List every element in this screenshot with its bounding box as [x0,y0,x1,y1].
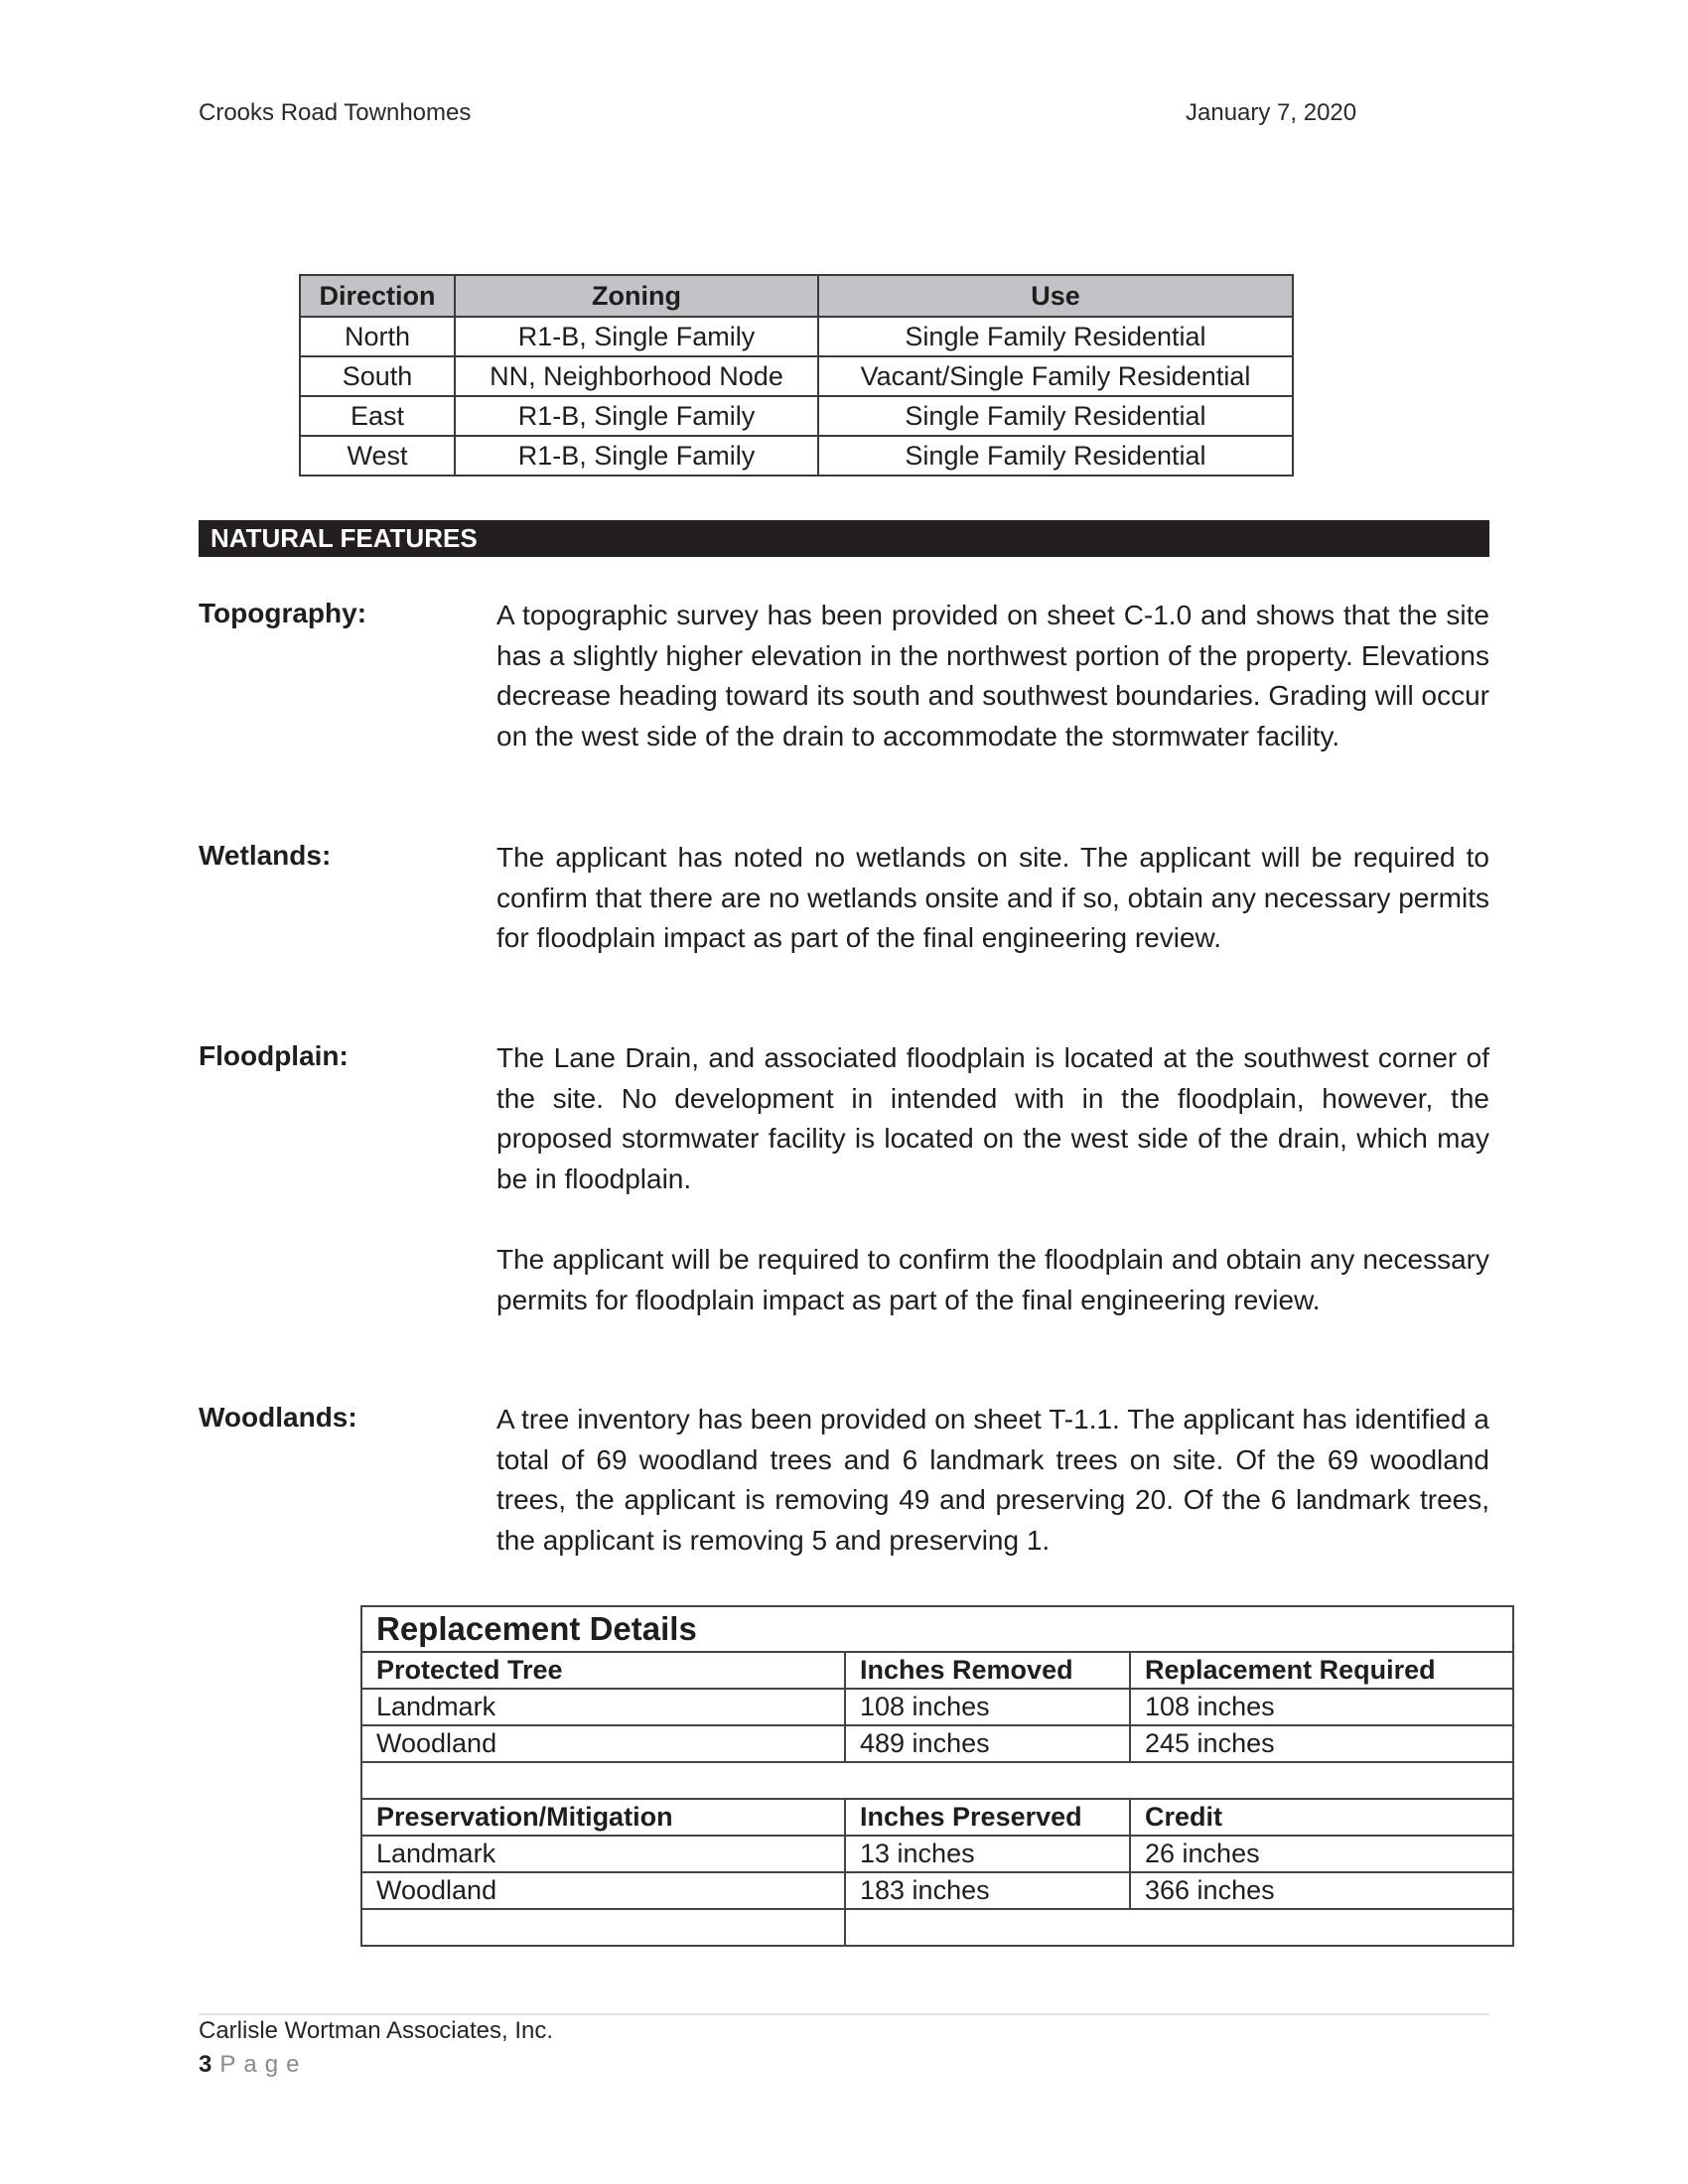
cell-credit: 366 inches [1130,1872,1513,1909]
column-header-replacement-required: Replacement Required [1130,1652,1513,1689]
cell-inches-preserved: 13 inches [845,1836,1130,1872]
header-date: January 7, 2020 [1186,99,1357,126]
table-title: Replacement Details [361,1606,1513,1652]
cell-tree-type: Landmark [361,1689,845,1725]
cell-inches-removed: 489 inches [845,1725,1130,1762]
column-header-use: Use [818,275,1293,317]
replacement-details-table [360,1605,1514,1947]
zoning-table-header-row [300,275,1293,317]
paragraph-topography: A topographic survey has been provided on sheet C-1.0 and shows that the site has a slightly higher elevation in the northwest portion of the property. Elevations decrease heading toward its south and southwest boundaries. Grading will occur on the west side of the drain to accommodate the stormwater facility. [496,600,1489,751]
table-title-row [361,1606,1513,1652]
label-floodplain: Floodplain: [199,1040,349,1071]
cell-zoning: R1-B, Single Family [455,436,818,476]
table-row [300,317,1293,356]
zoning-table [299,274,1294,477]
table-row [361,1872,1513,1909]
cell-use: Vacant/Single Family Residential [818,356,1293,396]
column-header-preservation-mitigation: Preservation/Mitigation [361,1799,845,1836]
page-label: Page [219,2051,308,2078]
table-row [300,436,1293,476]
label-wetlands: Wetlands: [199,840,332,871]
cell-direction: East [300,396,455,436]
cell-zoning: R1-B, Single Family [455,317,818,356]
label-topography: Topography: [199,598,367,628]
cell-zoning: R1-B, Single Family [455,396,818,436]
cell-replacement-required: 108 inches [1130,1689,1513,1725]
cell-inches-removed: 108 inches [845,1689,1130,1725]
cell-tree-type: Landmark [361,1836,845,1872]
removal-header-row [361,1652,1513,1689]
table-row [361,1836,1513,1872]
footer-company-name: Carlisle Wortman Associates, Inc. [199,2017,554,2044]
empty-cell [361,1762,1513,1799]
preservation-header-row [361,1799,1513,1836]
column-header-zoning: Zoning [455,275,818,317]
column-header-credit: Credit [1130,1799,1513,1836]
cell-zoning: NN, Neighborhood Node [455,356,818,396]
cell-tree-type: Woodland [361,1872,845,1909]
cell-inches-preserved: 183 inches [845,1872,1130,1909]
cell-use: Single Family Residential [818,436,1293,476]
footer-divider [199,2013,1489,2015]
cell-replacement-required: 245 inches [1130,1725,1513,1762]
empty-cell [845,1909,1513,1946]
column-header-protected-tree: Protected Tree [361,1652,845,1689]
cell-direction: South [300,356,455,396]
paragraph-floodplain: The Lane Drain, and associated floodplain is located at the southwest corner of the site. No development in intended with in the floodplain, however, the proposed stormwater facility is located on the west side of the drain, which may be in floodplain. [496,1042,1489,1194]
empty-row [361,1909,1513,1946]
cell-direction: North [300,317,455,356]
table-row [361,1689,1513,1725]
paragraph-woodlands: A tree inventory has been provided on sheet T-1.1. The applicant has identified a total of 69 woodland trees and 6 landmark trees on site. Of the 69 woodland trees, the applicant is removing 49 and preserving 20. Of the 6 landmark trees, the applicant is removing 5 and preserving 1. [496,1404,1489,1556]
label-woodlands: Woodlands: [199,1402,357,1433]
header-project-title: Crooks Road Townhomes [199,99,472,126]
column-header-inches-removed: Inches Removed [845,1652,1130,1689]
cell-direction: West [300,436,455,476]
footer-page-number [199,2051,307,2079]
page-number: 3 [199,2051,212,2078]
table-row [300,396,1293,436]
table-row [361,1725,1513,1762]
table-row [300,356,1293,396]
column-header-direction: Direction [300,275,455,317]
section-heading-natural-features: NATURAL FEATURES [199,520,1489,557]
spacer-row [361,1762,1513,1799]
cell-tree-type: Woodland [361,1725,845,1762]
column-header-inches-preserved: Inches Preserved [845,1799,1130,1836]
cell-use: Single Family Residential [818,317,1293,356]
paragraph-floodplain-2: The applicant will be required to confirm the floodplain and obtain any necessary permits for floodplain impact as part of the final engineering review. [496,1244,1489,1315]
cell-credit: 26 inches [1130,1836,1513,1872]
empty-cell [361,1909,845,1946]
paragraph-wetlands: The applicant has noted no wetlands on site. The applicant will be required to confirm that there are no wetlands onsite and if so, obtain any necessary permits for floodplain impact as part of the final engineering review. [496,842,1489,953]
cell-use: Single Family Residential [818,396,1293,436]
